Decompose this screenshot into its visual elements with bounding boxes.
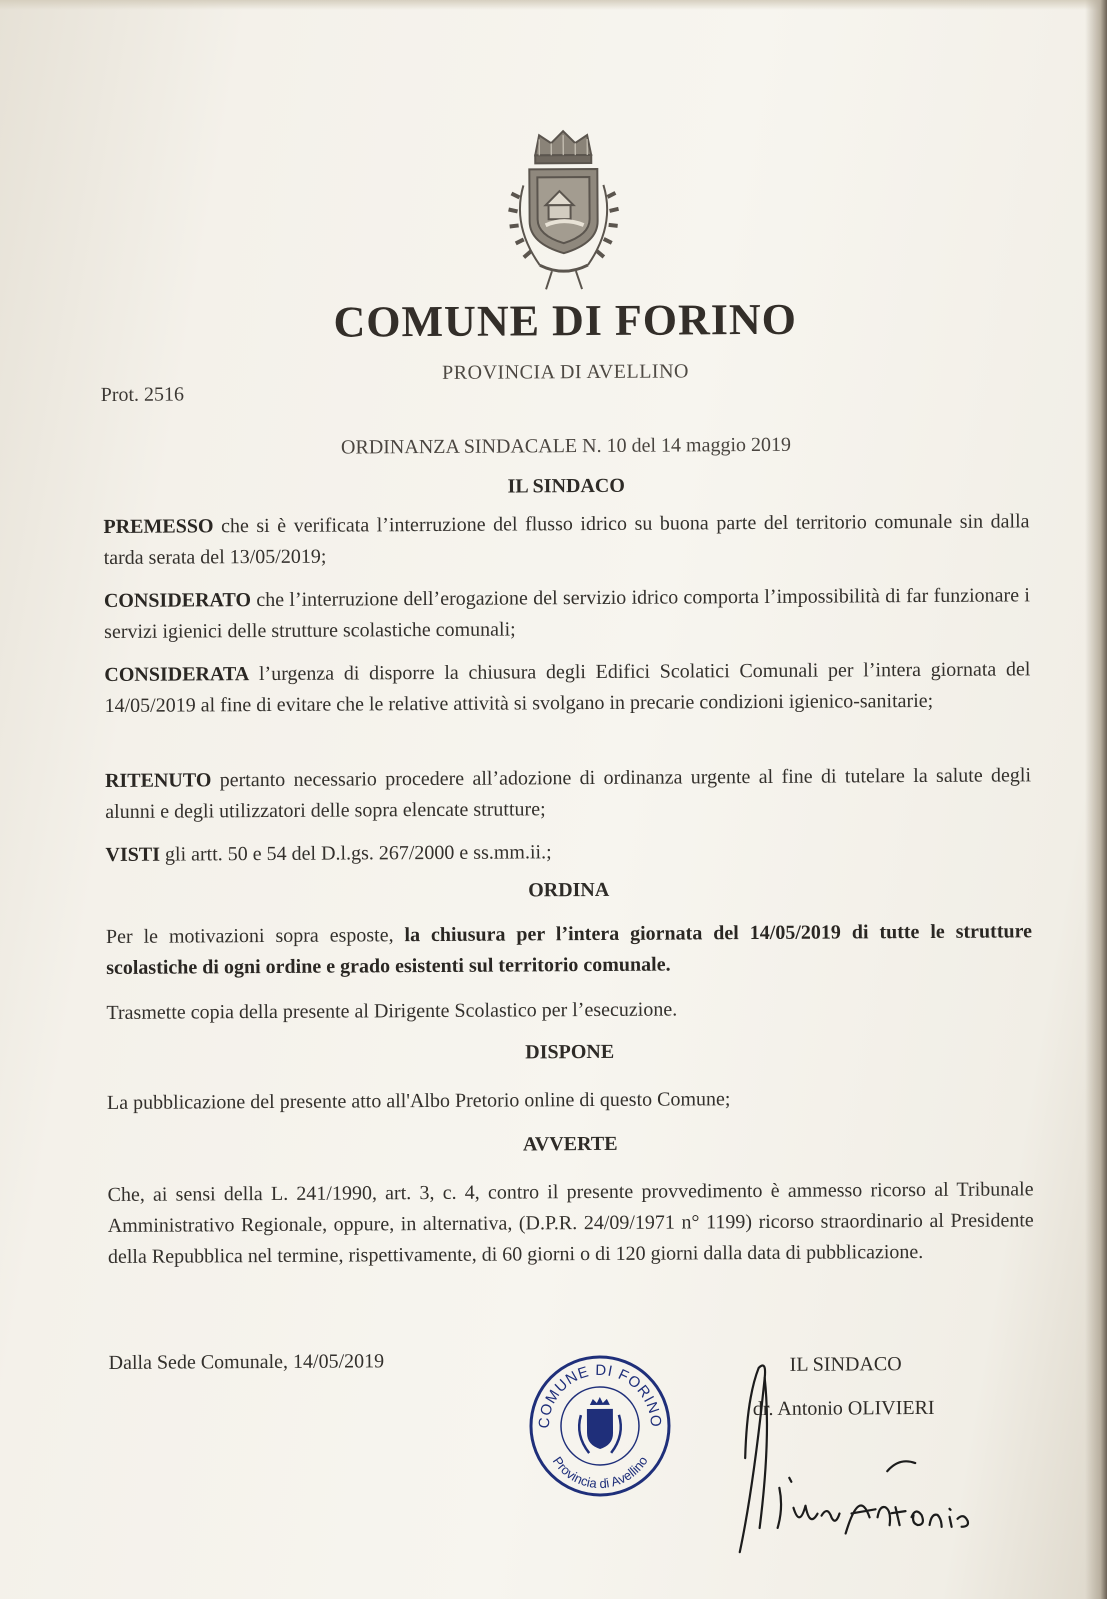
ordina-decision: la chiusura per l’intera giornata del 14/05/2019 di tutte le strutture scolastiche di ogni ordine e grado esistenti sul territorio comunale.: [106, 920, 1033, 979]
premise-text: gli artt. 50 e 54 del D.l.gs. 267/2000 e ss.mm.ii.;: [159, 841, 552, 866]
coat-of-arms-icon: [499, 125, 628, 298]
dispone-heading: DISPONE: [525, 1040, 615, 1064]
paper-top-shadow: [0, 0, 1107, 10]
premise-paragraph: [104, 580, 1030, 648]
premise-text: pertanto necessario procedere all’adozione di ordinanza urgente al fine di tutelare la salute degli alunni e degli utilizzatori delle sopra elencate strutture;: [105, 764, 1032, 823]
premise-paragraph: [103, 506, 1029, 574]
ordina-paragraph: [106, 916, 1032, 984]
ordinance-title: ORDINANZA SINDACALE N. 10 del 14 maggio 2019: [340, 433, 792, 459]
handwritten-signature: [718, 1337, 989, 1559]
avverte-paragraph: Che, ai sensi della L. 241/1990, art. 3, c. 4, contro il presente provvedimento è ammesso ricorso al Tribunale Amministrativo Regionale, oppure, in alternativa, (D.P.R. 24/09/1971 n° 1199) ricorso straordinario al Presidente della Repubblica nel termine, rispettivamente, di 60 giorni o di 120 giorni dalla data di pubblicazione.: [107, 1178, 1034, 1268]
premise-keyword: CONSIDERATO: [103, 589, 252, 612]
place-date: Dalla Sede Comunale, 14/05/2019: [108, 1350, 385, 1374]
premise-keyword: RITENUTO: [104, 769, 212, 792]
premise-paragraph: [104, 654, 1030, 722]
stamp-crest-icon: [579, 1397, 621, 1453]
premise-paragraph: [105, 834, 1031, 871]
paper-right-edge: [1085, 0, 1107, 1599]
premise-keyword: VISTI: [105, 843, 161, 866]
stamp-bottom-text: Provincia di Avellino: [549, 1453, 651, 1492]
avverte-heading: AVVERTE: [522, 1132, 618, 1156]
dispone-paragraph: La pubblicazione del presente atto all'Albo Pretorio online di questo Comune;: [106, 1088, 731, 1114]
premise-paragraph: [105, 760, 1031, 828]
premise-keyword: PREMESSO: [103, 515, 214, 538]
stamp-top-text: COMUNE DI FORINO: [535, 1361, 665, 1429]
protocol-number: Prot. 2516: [100, 383, 185, 407]
premise-text: che si è verificata l’interruzione del flusso idrico su buona parte del territorio comunale sin dalla tarda serata del 13/05/2019;: [103, 510, 1030, 569]
premise-text: l’urgenza di disporre la chiusura degli Edifici Scolatici Comunali per l’intera giornata del 14/05/2019 al fine di evitare che le relative attività si svolgano in precarie condizioni igienico-sanitarie;: [104, 658, 1031, 717]
signatory-name: dr. Antonio OLIVIERI: [752, 1396, 935, 1421]
ordina-heading: ORDINA: [528, 878, 610, 902]
ordinance-document: [100, 114, 1034, 1492]
issuer-heading: IL SINDACO: [507, 474, 625, 498]
transmission-paragraph: Trasmette copia della presente al Dirigente Scolastico per l’esecuzione.: [106, 998, 678, 1024]
signatory-title: IL SINDACO: [789, 1353, 902, 1376]
municipality-title: COMUNE DI FORINO: [333, 294, 798, 347]
province-subtitle: PROVINCIA DI AVELLINO: [442, 360, 690, 384]
premise-keyword: CONSIDERATA: [104, 663, 250, 686]
official-stamp: [527, 1353, 674, 1500]
premise-text: che l’interruzione dell’erogazione del servizio idrico comporta l’impossibilità di far funzionare i servizi igienici delle strutture scolastiche comunali;: [104, 584, 1030, 643]
ordina-intro: Per le motivazioni sopra esposte,: [105, 924, 405, 948]
